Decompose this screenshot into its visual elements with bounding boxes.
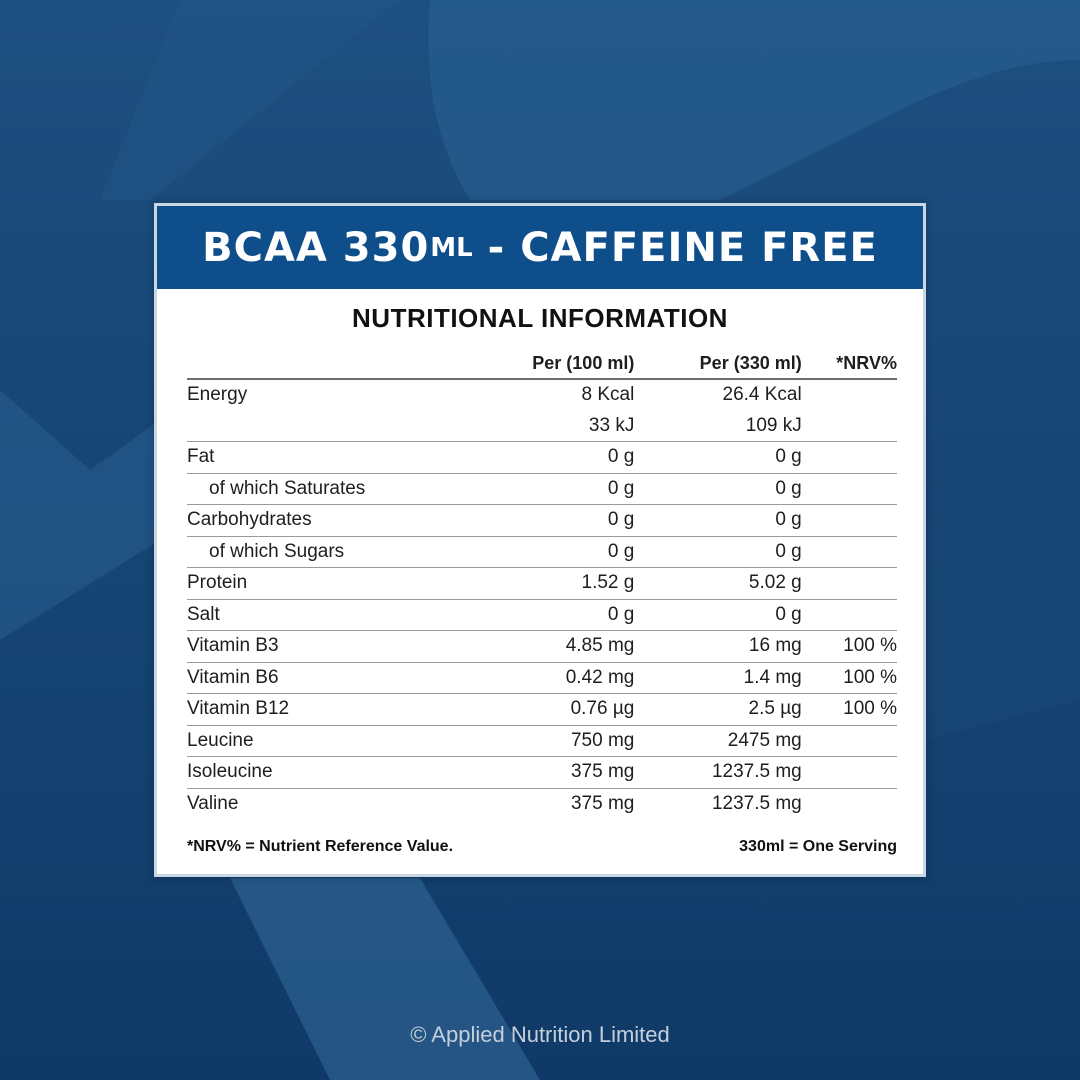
per-330-value: 26.4 Kcal xyxy=(722,384,802,406)
table-row xyxy=(187,599,897,631)
table-row xyxy=(187,757,897,789)
per-330-value: 1.4 mg xyxy=(743,666,802,688)
nrv-value xyxy=(802,788,897,819)
per-100-value: 0 g xyxy=(607,509,635,531)
nutrient-label xyxy=(187,411,404,442)
nrv-value xyxy=(802,599,897,631)
nutrient-label: of which Sugars xyxy=(209,540,345,562)
per-100-value: 0 g xyxy=(607,446,635,468)
table-row xyxy=(187,631,897,663)
per-100-value: 375 mg xyxy=(570,761,635,783)
nrv-value: 100 % xyxy=(843,635,897,657)
per-330-value: 0 g xyxy=(775,477,802,499)
per-330-value: 0 g xyxy=(775,540,802,562)
per-100-value: 8 Kcal xyxy=(581,384,635,406)
per-330-value: 1237.5 mg xyxy=(711,792,802,814)
nrv-value xyxy=(802,442,897,474)
table-row xyxy=(187,536,897,568)
product-title xyxy=(157,206,923,289)
copyright-text: © Applied Nutrition Limited xyxy=(410,1022,670,1047)
per-100-value: 0 g xyxy=(607,603,635,625)
product-title-unit: ML xyxy=(430,232,473,263)
per-330-value: 2475 mg xyxy=(727,729,802,751)
nutrient-label: of which Saturates xyxy=(209,477,366,499)
serving-note: 330ml = One Serving xyxy=(739,838,897,855)
table-row xyxy=(187,788,897,819)
table-row xyxy=(187,694,897,726)
nutrient-label: Salt xyxy=(187,603,220,625)
nrv-value xyxy=(802,411,897,442)
table-header-row xyxy=(187,348,897,379)
per-100-value: 0.42 mg xyxy=(565,666,635,688)
table-row xyxy=(187,473,897,505)
table-row xyxy=(187,411,897,442)
nutrient-label: Protein xyxy=(187,572,248,594)
nutrient-label: Carbohydrates xyxy=(187,509,312,531)
nrv-value: 100 % xyxy=(843,698,897,720)
table-row xyxy=(187,505,897,537)
per-100-value: 750 mg xyxy=(570,729,635,751)
nrv-value xyxy=(802,568,897,600)
nutrient-label: Energy xyxy=(187,384,248,406)
per-100-value: 1.52 g xyxy=(581,572,635,594)
per-330-value: 0 g xyxy=(775,603,802,625)
per-100-value: 33 kJ xyxy=(588,414,635,436)
nutrient-label: Valine xyxy=(187,792,239,814)
column-header-per-330: Per (330 ml) xyxy=(699,352,802,373)
nutrient-label: Isoleucine xyxy=(187,761,273,783)
nutrient-label: Vitamin B12 xyxy=(187,698,290,720)
nrv-value: 100 % xyxy=(843,666,897,688)
per-330-value: 1237.5 mg xyxy=(711,761,802,783)
nrv-footnote: *NRV% = Nutrient Reference Value. xyxy=(187,838,454,855)
per-330-value: 5.02 g xyxy=(748,572,802,594)
per-330-value: 0 g xyxy=(775,509,802,531)
nutrient-label: Fat xyxy=(187,446,215,468)
nutrient-label: Vitamin B6 xyxy=(187,666,279,688)
table-row xyxy=(187,725,897,757)
nutrition-table xyxy=(187,348,897,819)
table-row xyxy=(187,662,897,694)
per-100-value: 0 g xyxy=(607,477,635,499)
table-row xyxy=(187,568,897,600)
column-header-nutrient xyxy=(187,348,404,379)
nutrient-label: Vitamin B3 xyxy=(187,635,279,657)
per-100-value: 0 g xyxy=(607,540,635,562)
product-title-rest: - CAFFEINE FREE xyxy=(472,224,878,271)
nrv-value xyxy=(802,379,897,411)
table-row xyxy=(187,379,897,411)
nrv-value xyxy=(802,473,897,505)
nrv-value xyxy=(802,757,897,789)
nrv-value xyxy=(802,536,897,568)
column-header-per-100: Per (100 ml) xyxy=(532,352,635,373)
nutrient-label: Leucine xyxy=(187,729,254,751)
per-330-value: 2.5 µg xyxy=(748,698,802,720)
nutrition-card xyxy=(154,203,926,877)
product-title-main: BCAA 330 xyxy=(202,224,430,271)
table-row xyxy=(187,442,897,474)
section-heading: NUTRITIONAL INFORMATION xyxy=(352,303,728,333)
column-header-nrv: *NRV% xyxy=(836,352,897,373)
table-footnote xyxy=(187,838,897,856)
per-330-value: 16 mg xyxy=(748,635,802,657)
per-100-value: 4.85 mg xyxy=(565,635,635,657)
nrv-value xyxy=(802,505,897,537)
per-100-value: 375 mg xyxy=(570,792,635,814)
per-330-value: 0 g xyxy=(775,446,802,468)
per-100-value: 0.76 µg xyxy=(570,698,635,720)
nrv-value xyxy=(802,725,897,757)
per-330-value: 109 kJ xyxy=(745,414,802,436)
